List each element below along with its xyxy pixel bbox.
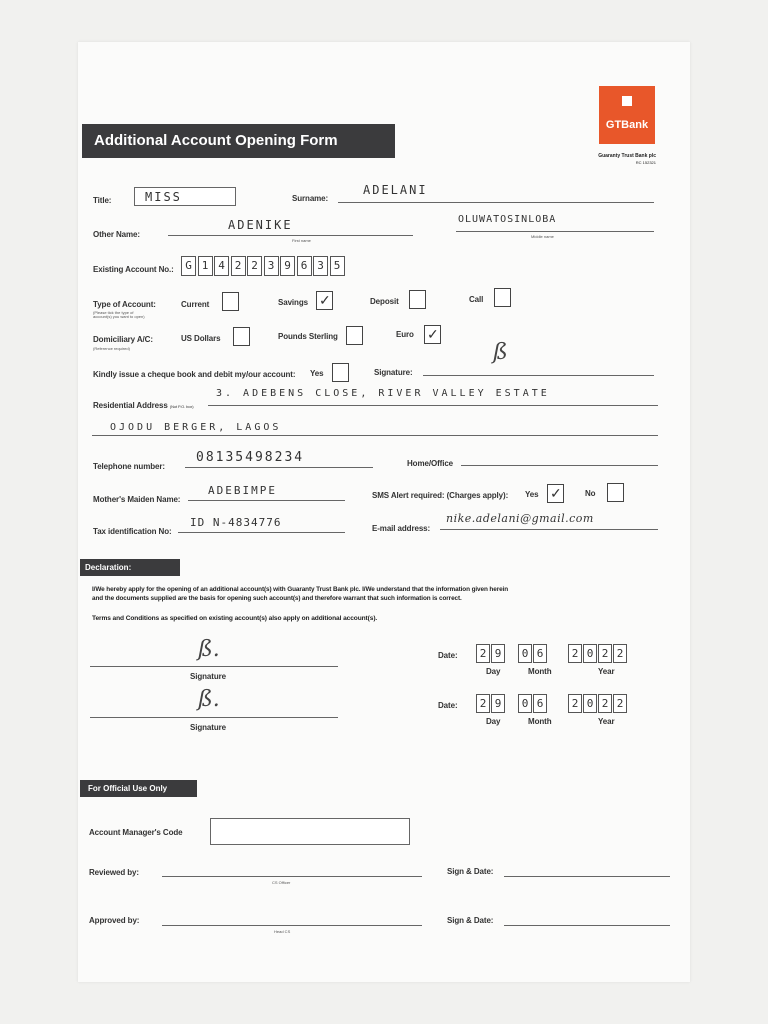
date-digit-box[interactable]: 2 bbox=[568, 694, 582, 713]
day-2-caption: Day bbox=[486, 717, 501, 726]
sms-yes-label: Yes bbox=[525, 490, 539, 499]
sms-yes-checkbox[interactable] bbox=[547, 484, 564, 503]
account-digit-box[interactable]: 3 bbox=[313, 256, 328, 276]
logo-square-icon bbox=[622, 96, 632, 106]
month-1-caption: Month bbox=[528, 667, 552, 676]
account-digit-box[interactable]: 2 bbox=[231, 256, 246, 276]
declaration-header: Declaration: bbox=[80, 559, 180, 576]
date-digit-box[interactable]: 0 bbox=[518, 694, 532, 713]
date-digit-box[interactable]: 2 bbox=[598, 694, 612, 713]
signature-label: Signature: bbox=[374, 368, 413, 377]
declaration-text-1: I/We hereby apply for the opening of an additional account(s) with Guaranty Trust Bank plc. I/We understand that the information given herein bbox=[92, 586, 509, 593]
signature-line bbox=[423, 375, 654, 376]
home-office-line bbox=[461, 465, 658, 466]
euro-checkbox[interactable] bbox=[424, 325, 441, 344]
date-digit-box[interactable]: 6 bbox=[533, 694, 547, 713]
date-digit-box[interactable]: 2 bbox=[613, 644, 627, 663]
account-digit-box[interactable]: G bbox=[181, 256, 196, 276]
current-label: Current bbox=[181, 300, 210, 309]
checkmark-icon: ✓ bbox=[427, 326, 439, 342]
date-digit-box[interactable]: 2 bbox=[476, 694, 490, 713]
maiden-name-value[interactable]: ADEBIMPE bbox=[208, 484, 277, 497]
sms-label: SMS Alert required: (Charges apply): bbox=[372, 491, 509, 500]
cheque-signature-image: ß bbox=[493, 340, 508, 365]
phone-label: Telephone number: bbox=[93, 462, 165, 471]
gbp-checkbox[interactable] bbox=[346, 326, 363, 345]
cheque-label: Kindly issue a cheque book and debit my/our account: bbox=[93, 370, 296, 379]
day-1-caption: Day bbox=[486, 667, 501, 676]
address-label bbox=[93, 401, 194, 410]
checkmark-icon: ✓ bbox=[550, 485, 562, 501]
approved-sign-date-label: Sign & Date: bbox=[447, 916, 494, 925]
address-line-2-value[interactable]: OJODU BERGER, LAGOS bbox=[110, 422, 282, 433]
date-1-label: Date: bbox=[438, 651, 458, 660]
deposit-checkbox[interactable] bbox=[409, 290, 426, 309]
first-name-caption: First name bbox=[292, 238, 311, 243]
surname-line bbox=[338, 202, 654, 203]
signature-1-line bbox=[90, 666, 338, 667]
tax-id-value[interactable]: ID N-4834776 bbox=[190, 516, 282, 529]
reviewed-sign-date-line bbox=[504, 876, 670, 877]
sms-no-checkbox[interactable] bbox=[607, 483, 624, 502]
account-digit-box[interactable]: 3 bbox=[264, 256, 279, 276]
date-digit-box[interactable]: 2 bbox=[476, 644, 490, 663]
account-digit-box[interactable]: 2 bbox=[247, 256, 262, 276]
surname-label: Surname: bbox=[292, 194, 329, 203]
current-checkbox[interactable] bbox=[222, 292, 239, 311]
form-page bbox=[78, 42, 690, 982]
gtbank-logo bbox=[599, 86, 655, 144]
approved-by-label: Approved by: bbox=[89, 916, 140, 925]
euro-label: Euro bbox=[396, 330, 414, 339]
approved-sign-date-line bbox=[504, 925, 670, 926]
account-no-label: Existing Account No.: bbox=[93, 265, 174, 274]
first-name-value[interactable]: ADENIKE bbox=[228, 218, 293, 232]
date-digit-box[interactable]: 2 bbox=[598, 644, 612, 663]
signature-2-line bbox=[90, 717, 338, 718]
logo-text: GTBank bbox=[605, 119, 649, 131]
signature-2-image: ß. bbox=[198, 687, 220, 712]
declaration-text-2: and the documents supplied are the basis for opening such account(s) and therefore warrant that such information is correct. bbox=[92, 595, 462, 602]
checkmark-icon: ✓ bbox=[319, 292, 331, 308]
phone-value[interactable]: 08135498234 bbox=[196, 450, 305, 465]
form-title: Additional Account Opening Form bbox=[82, 124, 395, 158]
gbp-label: Pounds Sterling bbox=[278, 332, 338, 341]
reviewed-by-caption: CS Officer bbox=[272, 880, 291, 885]
rc-number: RC 152321 bbox=[635, 160, 656, 165]
email-value[interactable]: nike.adelani@gmail.com bbox=[446, 512, 594, 525]
terms-text: Terms and Conditions as specified on existing account(s) also apply on additional account(s). bbox=[92, 615, 378, 622]
savings-checkbox[interactable] bbox=[316, 291, 333, 310]
home-office-label: Home/Office bbox=[407, 459, 454, 468]
manager-code-label: Account Manager's Code bbox=[89, 828, 183, 837]
date-digit-box[interactable]: 6 bbox=[533, 644, 547, 663]
date-digit-box[interactable]: 2 bbox=[613, 694, 627, 713]
account-digit-box[interactable]: 5 bbox=[330, 256, 345, 276]
year-2-caption: Year bbox=[598, 717, 615, 726]
official-use-header: For Official Use Only bbox=[80, 780, 197, 797]
address-label-text: Residential Address bbox=[93, 401, 168, 410]
date-2-label: Date: bbox=[438, 701, 458, 710]
sms-no-label: No bbox=[585, 489, 596, 498]
approved-by-caption: Head CS bbox=[274, 929, 291, 934]
first-name-line bbox=[168, 235, 413, 236]
other-name-label: Other Name: bbox=[93, 230, 140, 239]
date-digit-box[interactable]: 0 bbox=[583, 644, 597, 663]
address-line-2 bbox=[92, 435, 658, 436]
signature-1-caption: Signature bbox=[190, 672, 226, 681]
tax-id-line bbox=[178, 532, 345, 533]
reviewed-by-line bbox=[162, 876, 422, 877]
manager-code-field[interactable] bbox=[210, 818, 410, 845]
title-label: Title: bbox=[93, 196, 112, 205]
date-digit-box[interactable]: 0 bbox=[583, 694, 597, 713]
surname-value[interactable]: ADELANI bbox=[363, 183, 428, 197]
middle-name-caption: Middle name bbox=[531, 234, 554, 239]
signature-1-image: ß. bbox=[198, 637, 220, 662]
maiden-name-label: Mother's Maiden Name: bbox=[93, 495, 181, 504]
phone-line bbox=[185, 467, 373, 468]
title-field[interactable] bbox=[134, 187, 236, 206]
usd-checkbox[interactable] bbox=[233, 327, 250, 346]
savings-label: Savings bbox=[278, 298, 308, 307]
month-2-caption: Month bbox=[528, 717, 552, 726]
account-digit-box[interactable]: 4 bbox=[214, 256, 229, 276]
title-value: MISS bbox=[145, 190, 182, 204]
year-1-caption: Year bbox=[598, 667, 615, 676]
call-checkbox[interactable] bbox=[494, 288, 511, 307]
signature-2-caption: Signature bbox=[190, 723, 226, 732]
address-line-1-value[interactable]: 3. ADEBENS CLOSE, RIVER VALLEY ESTATE bbox=[216, 388, 550, 399]
call-label: Call bbox=[469, 295, 484, 304]
middle-name-line bbox=[456, 231, 654, 232]
date-digit-box[interactable]: 9 bbox=[491, 644, 505, 663]
email-line bbox=[440, 529, 658, 530]
deposit-label: Deposit bbox=[370, 297, 399, 306]
account-digit-box[interactable]: 9 bbox=[280, 256, 295, 276]
maiden-name-line bbox=[188, 500, 345, 501]
account-type-label: Type of Account: bbox=[93, 300, 156, 309]
date-digit-box[interactable]: 9 bbox=[491, 694, 505, 713]
date-digit-box[interactable]: 0 bbox=[518, 644, 532, 663]
tax-id-label: Tax identification No: bbox=[93, 527, 172, 536]
account-digit-box[interactable]: 6 bbox=[297, 256, 312, 276]
cheque-yes-checkbox[interactable] bbox=[332, 363, 349, 382]
bank-name: Guaranty Trust Bank plc bbox=[598, 153, 656, 159]
email-label: E-mail address: bbox=[372, 524, 431, 533]
date-digit-box[interactable]: 2 bbox=[568, 644, 582, 663]
reviewed-sign-date-label: Sign & Date: bbox=[447, 867, 494, 876]
usd-label: US Dollars bbox=[181, 334, 221, 343]
account-type-note: (Please tick the type of account(s) you want to open) bbox=[93, 310, 145, 319]
domiciliary-label: Domiciliary A/C: bbox=[93, 335, 153, 344]
approved-by-line bbox=[162, 925, 422, 926]
reviewed-by-label: Reviewed by: bbox=[89, 868, 139, 877]
address-label-note: (Not P.O. box) bbox=[169, 404, 194, 409]
domiciliary-note: (Reference required) bbox=[93, 346, 130, 351]
cheque-yes-label: Yes bbox=[310, 369, 324, 378]
middle-name-value[interactable]: OLUWATOSINLOBA bbox=[458, 214, 557, 225]
account-digit-box[interactable]: 1 bbox=[198, 256, 213, 276]
address-line-1 bbox=[208, 405, 658, 406]
